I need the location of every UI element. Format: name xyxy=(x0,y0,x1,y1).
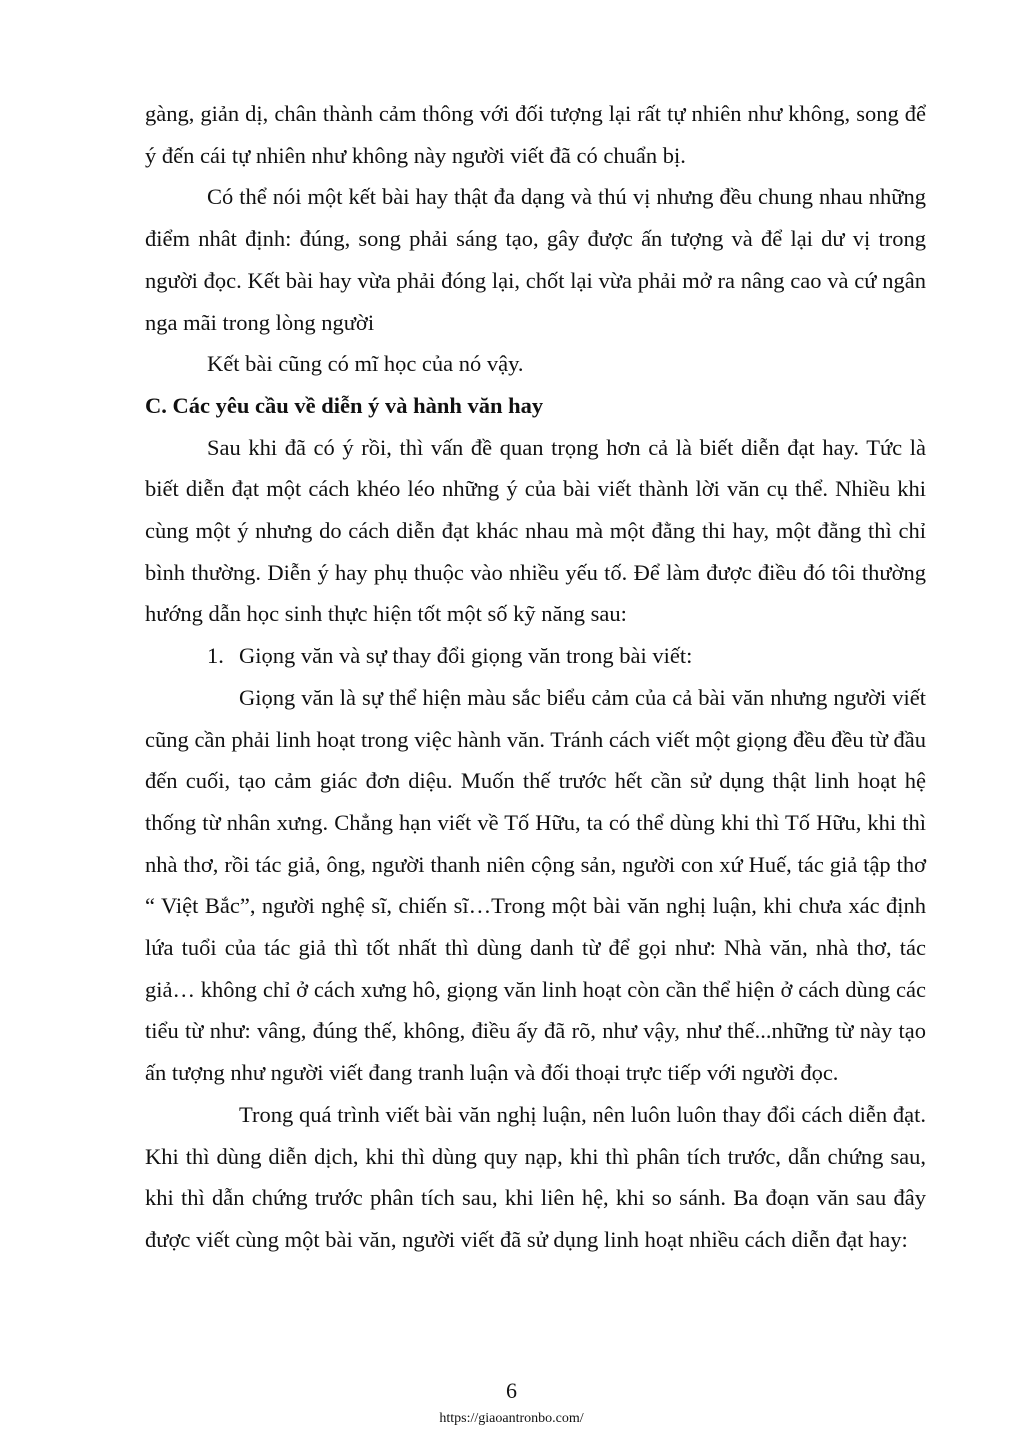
section-heading-c: C. Các yêu cầu về diễn ý và hành văn hay xyxy=(145,392,544,418)
page-number: 6 xyxy=(506,1378,517,1403)
document-page xyxy=(145,93,926,1261)
footer-url: https://giaoantronbo.com/ xyxy=(439,1411,584,1426)
list-item-number: 1. xyxy=(207,643,224,669)
paragraph-tone-of-voice: Giọng văn là sự thể hiện màu sắc biểu cảm của cả bài văn nhưng người viết cũng cần phải linh hoạt trong việc hành văn. Tránh cách viết một giọng đều đều từ đầu đến cuối, tạo cảm giác đơn diệu. Muốn thế trước hết cần sử dụng thật linh hoạt hệ thống từ nhân xưng. Chẳng hạn viết về Tố Hữu, ta có thể dùng khi thì Tố Hữu, khi thì nhà thơ, rồi tác giả, ông, người thanh niên cộng sản, người con xứ Huế, tác giả tập thơ “ Việt Bắc”, người nghệ sĩ, chiến sĩ…Trong một bài văn nghị luận, khi chưa xác định lứa tuổi của tác giả thì tốt nhất thì dùng danh từ để gọi như: Nhà văn, nhà thơ, tác giả… không chỉ ở cách xưng hô, giọng văn linh hoạt còn cần thể hiện ở cách dùng các tiểu từ như: vâng, đúng thế, không, điều ấy đã rõ, như vậy, như thế...những từ này tạo ấn tượng như người viết đang tranh luận và đối thoại trực tiếp với người đọc. xyxy=(145,684,926,1086)
list-item-text: Giọng văn và sự thay đổi giọng văn trong bài viết: xyxy=(239,643,693,669)
paragraph-conclusion-aesthetics: Kết bài cũng có mĩ học của nó vậy. xyxy=(207,351,524,377)
paragraph-varied-expression: Trong quá trình viết bài văn nghị luận, nên luôn luôn thay đổi cách diễn đạt. Khi thì dùng diễn dịch, khi thì dùng quy nạp, khi thì phân tích trước, dẫn chứng sau, khi thì dẫn chứng trước phân tích sau, khi liên hệ, khi so sánh. Ba đoạn văn sau đây được viết cùng một bài văn, người viết đã sử dụng linh hoạt nhiều cách diễn đạt hay: xyxy=(145,1101,926,1252)
paragraph-conclusion-summary: Có thể nói một kết bài hay thật đa dạng và thú vị nhưng đều chung nhau những điểm nhât định: đúng, song phải sáng tạo, gây được ấn tượng và để lại dư vị trong người đọc. Kết bài hay vừa phải đóng lại, chốt lại vừa phải mở ra nâng cao và cứ ngân nga mãi trong lòng người xyxy=(145,184,926,335)
paragraph-continuation: gàng, giản dị, chân thành cảm thông với đối tượng lại rất tự nhiên như không, song để ý đến cái tự nhiên như không này người viết đã có chuẩn bị. xyxy=(145,101,926,168)
paragraph-expression-intro: Sau khi đã có ý rồi, thì vấn đề quan trọng hơn cả là biết diễn đạt hay. Tức là biết diễn đạt một cách khéo léo những ý của bài viết thành lời văn cụ thể. Nhiều khi cùng một ý nhưng do cách diễn đạt khác nhau mà một đằng thi hay, một đằng thì chỉ bình thường. Diễn ý hay phụ thuộc vào nhiều yếu tố. Để làm được điều đó tôi thường hướng dẫn học sinh thực hiện tốt một số kỹ năng sau: xyxy=(145,434,926,627)
list-item-1 xyxy=(145,635,926,677)
